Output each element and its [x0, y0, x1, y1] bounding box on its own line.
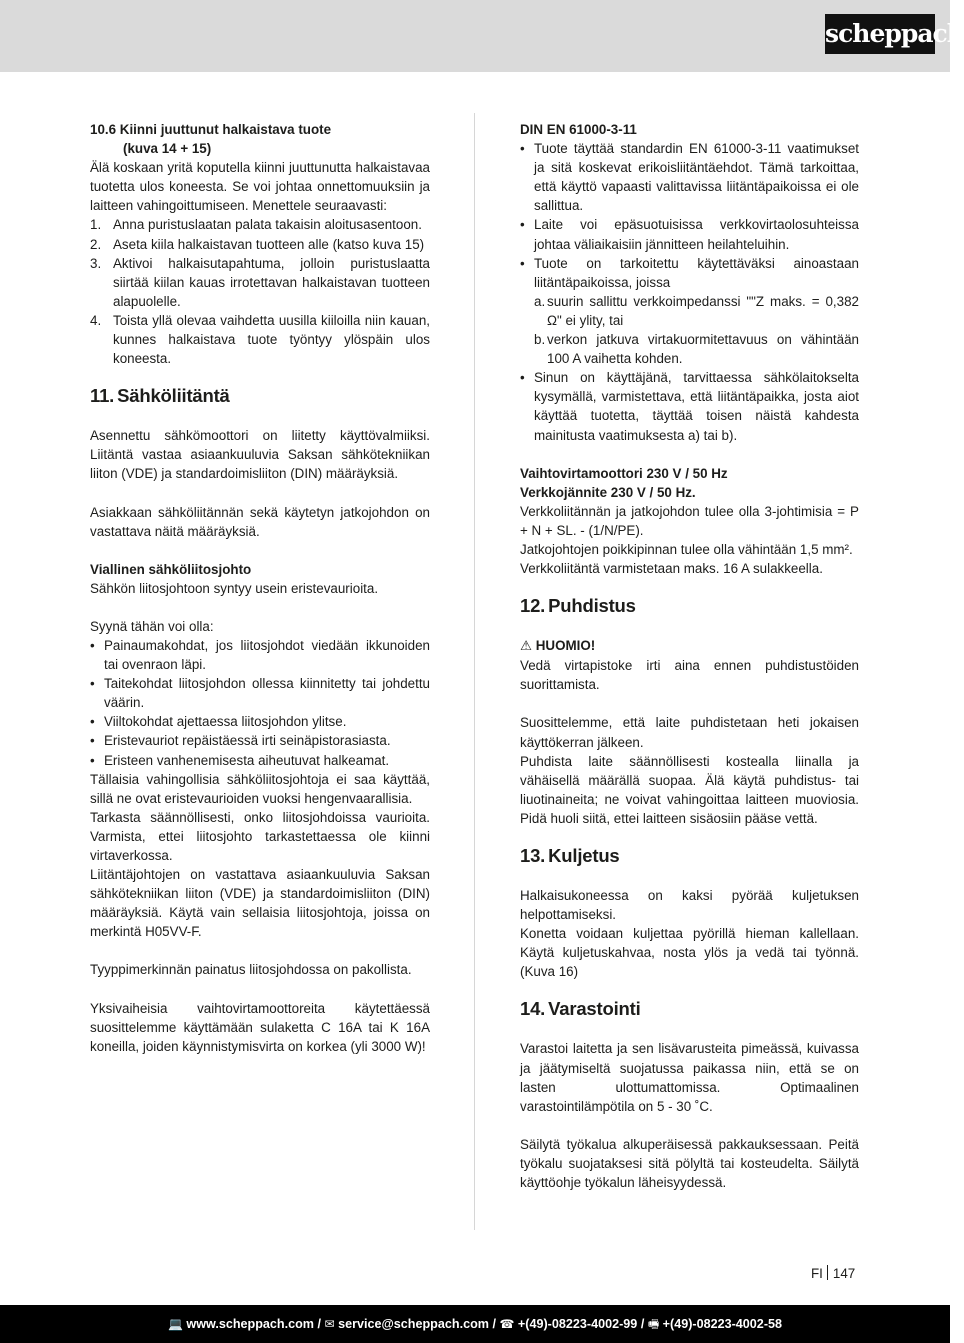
cable-subheading: Viallinen sähköliitosjohto — [90, 561, 252, 577]
phone-icon: ☎ — [499, 1317, 515, 1331]
motor-heading: Vaihtovirtamoottori 230 V / 50 Hz — [520, 465, 728, 481]
list-item: 4. Toista yllä olevaa vaihdetta uusilla kiiloilla niin kauan, kunnes halkaistava tuote työntyy ylöspäin ulos koneesta. — [90, 312, 430, 367]
list-item: 2. Aseta kiila halkaistavan tuotteen alle (katso kuva 15) — [90, 236, 425, 252]
din-heading: DIN EN 61000-3-11 — [520, 122, 637, 137]
section-11-heading: 11. Sähköliitäntä — [90, 385, 230, 407]
list-item: • Eristeen vanhenemisesta aiheutuvat halkeamat. — [90, 751, 430, 770]
list-item: • Laite voi epäsuotuisissa verkkovirtaolosuhteissa johtaa väliaikaisiin jännitteen heilahteluihin. — [520, 215, 859, 253]
list-item: • Tuote täyttää standardin EN 61000-3-11 vaatimukset ja sitä koskevat erikoisliitäntäehdot. Tämä tarkoittaa, että käyttö vapaasti valittavissa liitäntäpaikoissa ei ole sallittua. — [520, 139, 859, 215]
cable-paragraph: Tarkasta säännöllisesti, onko liitosjohdoissa vaurioita. Varmista, ettei liitosjohto tarkastettaessa ole kiinni virtaverkossa. — [90, 809, 430, 863]
list-item: a. suurin sallittu verkkoimpedanssi ""Z maks. = 0,382 Ω" ei ylity, tai — [534, 293, 859, 328]
footer-bar: 💻 www.scheppach.com / ✉ service@scheppach.com / ☎ +(49)-08223-4002-99 / 🖷 +(49)-08223-4002-58 — [0, 1305, 950, 1343]
section-10-6-intro: Älä koskaan yritä koputella kiinni juuttunutta halkaistavaa tuotetta ulos koneesta. Se voi johtaa onnettomuuksiin ja laitteen vahingoittumiseen. Menettele seuraavasti: — [90, 160, 430, 214]
right-column — [520, 120, 859, 1192]
warning-icon: ⚠ — [520, 639, 533, 655]
section-10-6-steps — [90, 215, 430, 368]
section-12-paragraph: Puhdista laite säännöllisesti kostealla liinalla ja vähäisellä määrällä suopaa. Älä käytä puhdistus- tai liuotinaineita; ne voivat vahingoittaa laitteen muoviosia. Pidä huoli siitä, ettei laitteen sisäosiin pääse vettä. — [520, 753, 859, 826]
left-column — [90, 120, 430, 1056]
section-12-paragraph: Vedä virtapistoke irti aina ennen puhdistustöiden suorittamista. — [520, 658, 859, 693]
footer-website-link[interactable]: www.scheppach.com — [186, 1317, 315, 1331]
list-item: 3. Aktivoi halkaisutapahtuma, jolloin puristuslaatta siirtää kiilan kauas irrotettavan halkaistavan tuotteen alapuolelle. — [90, 255, 430, 309]
warning-label: ⚠ HUOMIO! — [520, 638, 596, 655]
section-13-heading: 13. Kuljetus — [520, 845, 620, 866]
footer-email-link[interactable]: service@scheppach.com — [338, 1317, 489, 1331]
page-number-value: 147 — [832, 1266, 856, 1281]
section-12-paragraph: Suosittelemme, että laite puhdistetaan heti jokaisen käyttökerran jälkeen. — [520, 715, 859, 750]
motor-paragraph: Verkkoliitännän ja jatkojohdon tulee olla 3-johtimisia = P + N + SL. - (1/N/PE). — [520, 503, 859, 538]
footer-phone: +(49)-08223-4002-99 — [517, 1317, 638, 1331]
list-item: b. verkon jatkuva virtakuormitettavuus on vähintään 100 A vaihetta kohden. — [534, 332, 859, 367]
list-item: • Tuote on tarkoitettu käytettäväksi ainoastaan liitäntäpaikoissa, joissa — [520, 254, 859, 292]
voltage-heading: Verkkojännite 230 V / 50 Hz. — [520, 484, 696, 500]
fax-icon: 🖷 — [647, 1317, 660, 1331]
section-14-heading: 14. Varastointi — [520, 998, 641, 1020]
section-11-paragraph: Asiakkaan sähköliitännän sekä käytetyn jatkojohdon on vastattava näitä määräyksiä. — [90, 504, 430, 539]
section-14-paragraph: Varastoi laitetta ja sen lisävarusteita pimeässä, kuivassa ja jäätymiseltä suojatussa paikassa niin, että se on lasten ulottumattomissa. Optimaalinen varastointilämpötila on 5 - 30 ˚C. — [520, 1041, 859, 1114]
list-item: • Eristevauriot repäistäessä irti seinäpistorasiasta. — [90, 731, 430, 750]
cable-paragraph: Liitäntäjohtojen on vastattava asiaankuuluvia Saksan sähkötekniikan liiton (VDE) ja standardoimisliiton (DIN) määräyksiä. Käytä vain sellaisia liitosjohtoja, joissa on merkintä H05VV-F. — [90, 867, 430, 940]
mail-icon: ✉ — [324, 1317, 335, 1331]
din-list — [520, 139, 859, 292]
din-list-continued — [520, 368, 859, 444]
motor-paragraph: Jatkojohtojen poikkipinnan tulee olla vähintään 1,5 mm². — [520, 541, 853, 557]
section-14-paragraph: Säilytä työkalua alkuperäisessä pakkauksessaan. Peitä työkalu suojataksesi sitä pölyltä tai kosteudelta. Säilytä käyttöohje työkalun läheisyydessä. — [520, 1136, 859, 1191]
section-13-paragraph: Konetta voidaan kuljettaa pyörillä hieman kallellaan. Käytä kuljetuskahvaa, nosta ylös ja vedä tai työnnä. (Kuva 16) — [520, 926, 859, 980]
section-10-6-subtitle: (kuva 14 + 15) — [123, 141, 212, 157]
section-13-paragraph: Halkaisukoneessa on kaksi pyörää kuljetuksen helpottamiseksi. — [520, 888, 859, 923]
list-item: 1. Anna puristuslaatan palata takaisin aloitusasentoon. — [90, 217, 422, 233]
cable-paragraph: Syynä tähän voi olla: — [90, 618, 214, 634]
section-11-paragraph: Asennettu sähkömoottori on liitetty käyttövalmiiksi. Liitäntä vastaa asiaankuuluvia Saksan sähkötekniikan liiton (VDE) ja standardoimisliiton (DIN) määräyksiä. — [90, 428, 430, 482]
list-item: • Taitekohdat liitosjohdon ollessa kiinnitetty tai johdettu väärin. — [90, 674, 430, 712]
motor-paragraph: Verkkoliitäntä varmistetaan maks. 16 A sulakkeella. — [520, 561, 823, 577]
list-item: • Viiltokohdat ajettaessa liitosjohdon ylitse. — [90, 712, 430, 731]
cable-paragraph: Yksivaiheisia vaihtovirtamoottoreita käytettäessä suosittelemme käyttämään sulaketta C 16A tai K 16A koneilla, joiden käynnistymisvirta on korkea (yli 3000 W)! — [90, 1000, 430, 1054]
cable-causes-list — [90, 636, 430, 770]
list-item: • Sinun on käyttäjänä, tarvittaessa sähkölaitokselta kysymällä, varmistettava, että liitäntäpaikka, josta aiot käyttää tuotetta, täyttää toisen näistä kahdesta mainitusta vaatimuksesta a) tai b). — [520, 368, 859, 444]
section-12-heading: 12. Puhdistus — [520, 595, 636, 617]
column-divider — [474, 113, 475, 1230]
scheppach-logo: scheppach — [825, 14, 935, 54]
section-10-6-title: 10.6 Kiinni juuttunut halkaistava tuote — [90, 122, 332, 137]
header-band — [0, 0, 950, 72]
din-sub-list — [534, 292, 859, 368]
footer-fax: +(49)-08223-4002-58 — [662, 1317, 783, 1331]
cable-paragraph: Tällaisia vahingollisia sähköliitosjohtoja ei saa käyttää, sillä ne ovat eristevaurioiden vuoksi hengenvaarallisia. — [90, 771, 430, 806]
language-code: FI — [811, 1266, 823, 1281]
list-item: • Painaumakohdat, jos liitosjohdot viedään ikkunoiden tai ovenraon läpi. — [90, 636, 430, 674]
cable-paragraph: Tyyppimerkinnän painatus liitosjohdossa on pakollista. — [90, 962, 412, 978]
cable-paragraph: Sähkön liitosjohtoon syntyy usein eristevaurioita. — [90, 580, 379, 596]
page-number — [811, 1265, 855, 1283]
computer-icon: 💻 — [167, 1317, 183, 1331]
